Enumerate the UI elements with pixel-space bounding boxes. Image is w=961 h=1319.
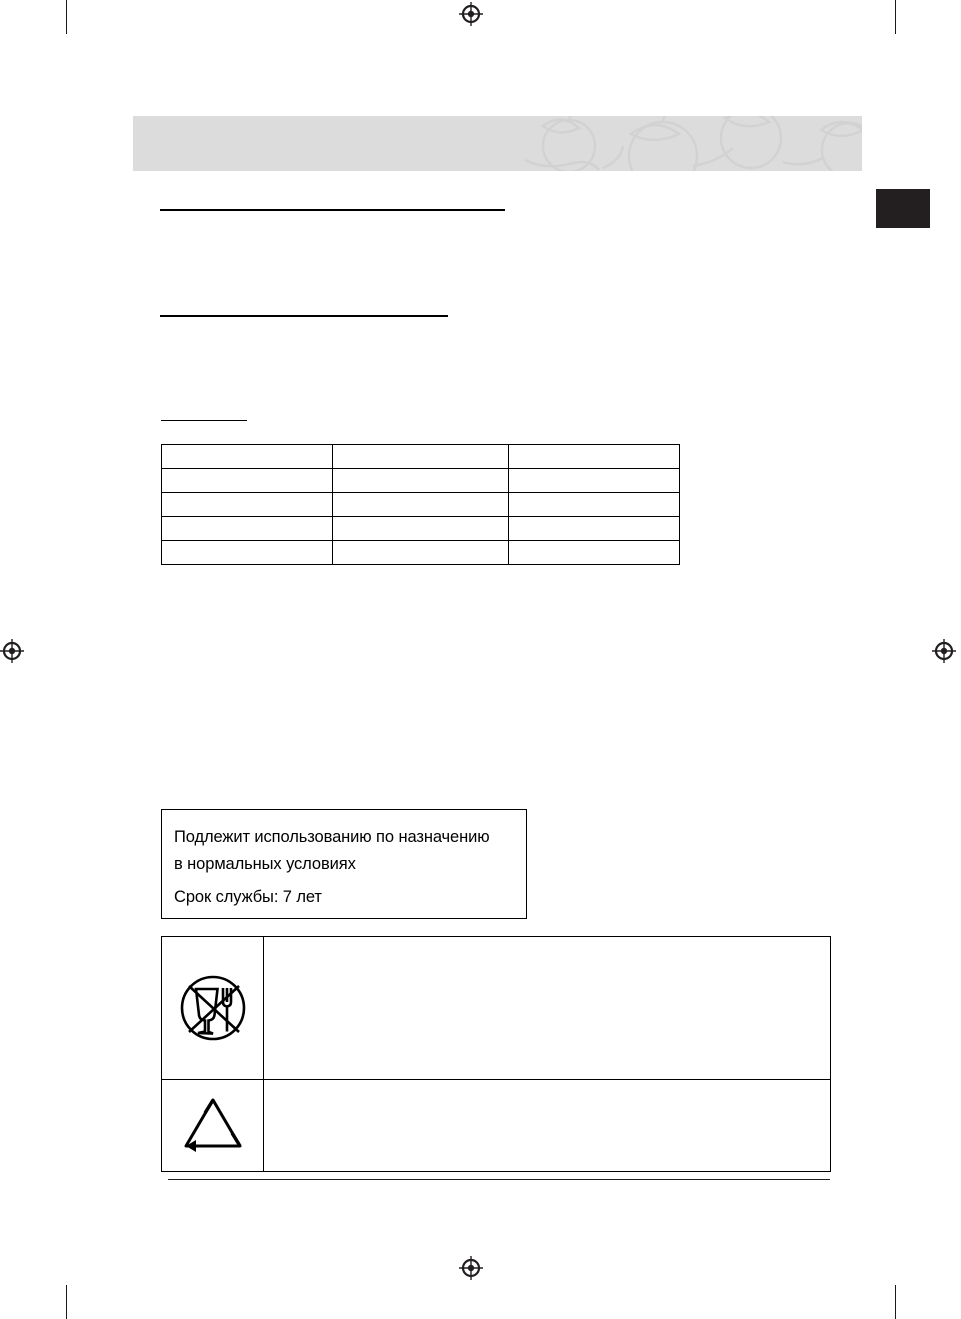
recycling-triangle-icon-cell	[162, 1080, 264, 1172]
table-cell	[509, 445, 680, 469]
symbols-table	[161, 936, 831, 1172]
crop-mark-top-right	[895, 0, 896, 34]
table-row	[162, 469, 680, 493]
table-row	[162, 937, 831, 1080]
table-cell	[162, 493, 333, 517]
table-row	[162, 541, 680, 565]
table-row	[162, 1080, 831, 1172]
table-cell	[162, 541, 333, 565]
no-food-contact-icon-cell	[162, 937, 264, 1080]
table-cell	[333, 469, 509, 493]
table-cell	[333, 541, 509, 565]
table-row	[162, 445, 680, 469]
registration-mark-left	[0, 639, 24, 663]
specification-table	[161, 444, 680, 565]
table-row	[162, 517, 680, 541]
section-3-underline	[161, 420, 247, 421]
table-cell	[162, 469, 333, 493]
crop-mark-top-left	[66, 0, 67, 34]
registration-mark-bottom	[459, 1256, 483, 1280]
table-cell	[162, 517, 333, 541]
table-cell	[509, 517, 680, 541]
table-cell	[509, 541, 680, 565]
crop-mark-bottom-right	[895, 1285, 896, 1319]
section-2-underline	[160, 315, 448, 317]
service-life-box	[161, 809, 527, 919]
table-cell	[333, 493, 509, 517]
table-cell	[333, 517, 509, 541]
section-1-underline	[160, 209, 505, 211]
recycling-triangle-icon	[174, 1141, 252, 1158]
crop-mark-bottom-left	[66, 1285, 67, 1319]
table-cell	[509, 469, 680, 493]
service-life-line-1: Подлежит использованию по назначению	[174, 828, 490, 846]
no-food-contact-icon	[169, 1037, 257, 1054]
recycling-description	[264, 1080, 831, 1172]
table-cell	[162, 445, 333, 469]
registration-mark-top	[459, 2, 483, 26]
registration-mark-right	[932, 639, 956, 663]
table-cell	[333, 445, 509, 469]
no-food-contact-description	[264, 937, 831, 1080]
footer-divider	[168, 1179, 830, 1180]
page-tab-marker	[876, 189, 930, 228]
service-life-line-2: в нормальных условиях	[174, 855, 356, 873]
header-banner	[133, 116, 862, 171]
table-cell	[509, 493, 680, 517]
table-row	[162, 493, 680, 517]
service-life-line-3: Срок службы: 7 лет	[174, 888, 322, 906]
